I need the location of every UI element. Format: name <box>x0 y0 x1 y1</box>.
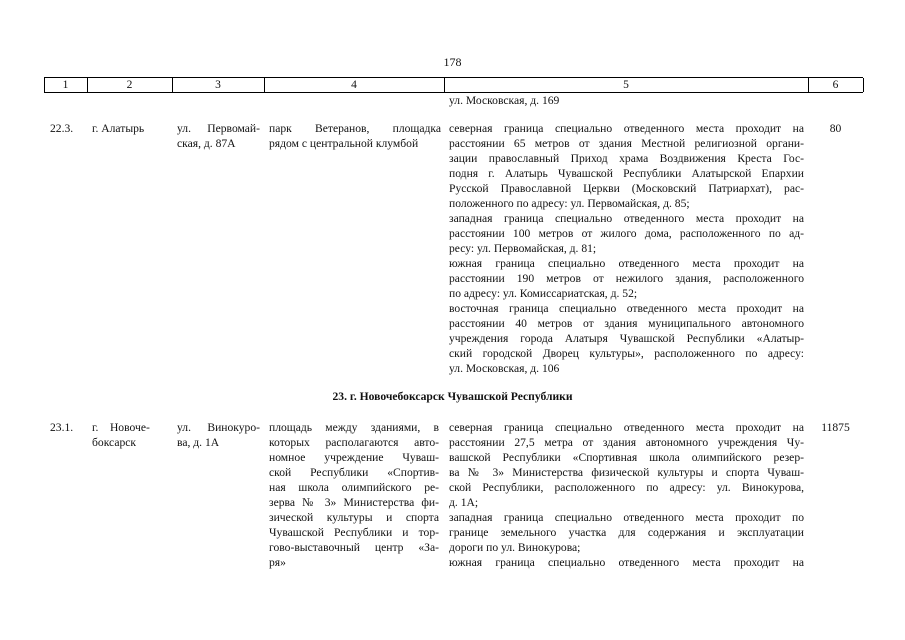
row-number: 22.3. <box>50 122 74 135</box>
city-cell: г. Новоче- боксарск <box>92 421 150 449</box>
continuation-text: ул. Московская, д. 169 <box>449 94 560 107</box>
col-header-3: 3 <box>215 79 221 91</box>
address-cell: ул. Винокуро- ва, д. 1А <box>177 421 260 449</box>
col-divider <box>863 78 864 92</box>
col-header-4: 4 <box>351 79 357 91</box>
area-value: 80 <box>829 122 842 135</box>
col-header-6: 6 <box>832 79 839 91</box>
section-heading: 23. г. Новочебоксарск Чувашской Республики <box>332 390 573 403</box>
place-cell: площадь между зданиями, в которых располагаются авто- номное учреждение Чуваш- ской Республики «Спортив- ная школа олимпийского ре- зерва № 3» Министерства фи- зической культуры и спорта Чувашской Республики и тор- гово-выставочный центр «За- ря» <box>269 421 439 569</box>
col-header-5: 5 <box>623 79 629 91</box>
row-number: 23.1. <box>50 421 74 434</box>
area-value: 11875 <box>821 421 850 434</box>
col-header-2: 2 <box>126 79 133 91</box>
address-cell: ул. Первомай- ская, д. 87А <box>177 122 260 150</box>
place-cell: парк Ветеранов, площадка рядом с центральной клумбой <box>269 122 441 150</box>
city-name: г. Алатырь <box>92 122 145 135</box>
boundaries-cell: северная граница специально отведенного места проходит на расстоянии 65 метров от здания Местной религиозной органи- зации православный Приход храма Воздвижения Креста Гос- подня г. Алатырь Чувашской Республики Алатырской Епархии Русской Православной Церкви (Московский Патриархат), рас- положенного по адресу: ул. Первомайская, д. 85; западная граница специально отведенного места проходит на расстоянии 100 метров от жилого дома, расположенного по ад- ресу: ул. Первомайская, д. 81; южная граница специально отведенного места проходит на расстоянии 190 метров от нежилого здания, расположенного по адресу: ул. Комиссариатская, д. 52; восточная граница специально отведенного места проходит на расстоянии 40 метров от здания муниципального автономного учреждения города Алатыря Чувашской Республики «Алатыр- ский городской Дворец культуры», расположенного по адресу: ул. Московская, д. 106 <box>449 122 804 375</box>
page-number: 178 <box>443 55 462 69</box>
boundaries-cell: северная граница специально отведенного места проходит на расстоянии 27,5 метра от здания автономного учреждения Чу- вашской Республики «Спортивная школа олимпийского резер- ва № 3» Министерства физической культуры и спорта Чуваш- ской Республики, расположенного по адресу: ул. Винокурова, д. 1А; западная граница специально отведенного места проходит по границе земельного участка для содержания и эксплуатации дороги по ул. Винокурова; южная граница специально отведенного места проходит на <box>449 421 804 569</box>
col-header-1: 1 <box>62 79 69 91</box>
